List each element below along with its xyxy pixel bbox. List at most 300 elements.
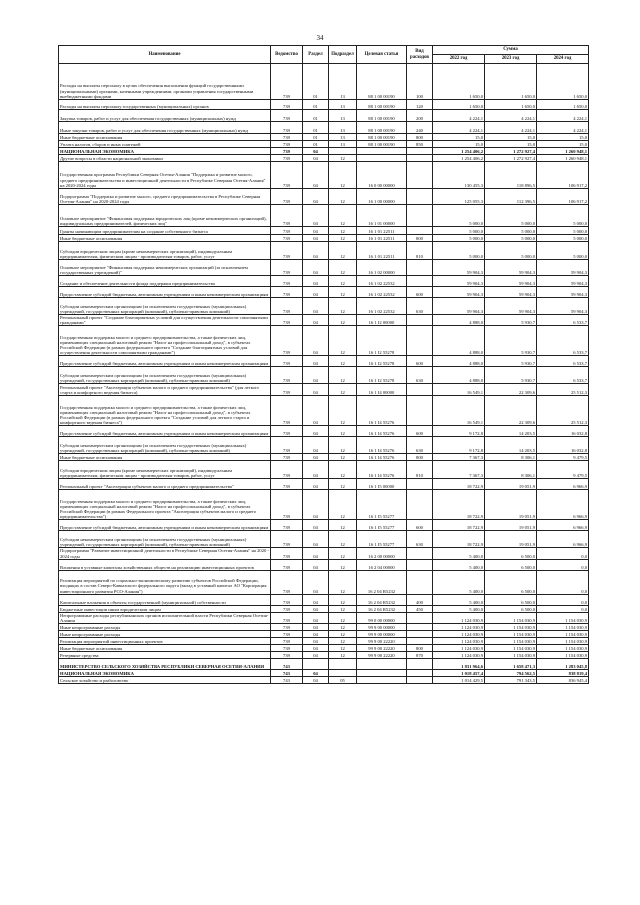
- table-row: [59, 122, 589, 134]
- cell-cs: 88 1 00 00190: [357, 134, 407, 141]
- cell-vedom: 739: [271, 100, 303, 110]
- cell-podrazdel: [329, 148, 357, 155]
- cell-vr: 800: [407, 454, 433, 461]
- cell-vr: [407, 570, 433, 594]
- cell-sum-2024: 59 904,3: [537, 260, 589, 276]
- cell-sum-2023: 6 500,0: [485, 559, 537, 570]
- cell-sum-2024: 0,0: [537, 559, 589, 570]
- cell-sum-2024: 1 154 030,9: [537, 652, 589, 659]
- header-podrazdel: Подраздел: [329, 46, 357, 64]
- cell-sum-2023: 19 051,9: [485, 520, 537, 531]
- cell-sum-2024: 9 479,5: [537, 454, 589, 461]
- cell-sum-2023: 791 343,5: [485, 677, 537, 684]
- header-name: Наименование: [59, 46, 271, 64]
- cell-sum-2023: 5 930,7: [485, 326, 537, 356]
- cell-cs: 16 2 04 R5232: [357, 570, 407, 594]
- cell-podrazdel: 13: [329, 64, 357, 100]
- cell-sum-2024: 5 000,0: [537, 235, 589, 242]
- cell-vr: [407, 155, 433, 162]
- cell-vedom: 739: [271, 205, 303, 227]
- cell-cs: 16 1 I4 55276: [357, 461, 407, 479]
- cell-vedom: 739: [271, 141, 303, 148]
- table-row: [59, 645, 589, 652]
- cell-sum-2022: 15,0: [433, 141, 485, 148]
- cell-cs: [357, 659, 407, 670]
- cell-sum-2024: 0,0: [537, 548, 589, 559]
- table-row: [59, 356, 589, 367]
- cell-cs: [357, 677, 407, 684]
- cell-razdel: 04: [303, 437, 329, 454]
- table-row: [59, 189, 589, 205]
- header-vr: Вид расходов: [407, 46, 433, 64]
- cell-sum-2024: 0,0: [537, 594, 589, 605]
- cell-podrazdel: 12: [329, 356, 357, 367]
- cell-sum-2022: 5 000,0: [433, 242, 485, 260]
- cell-sum-2022: 5 400,0: [433, 548, 485, 559]
- table-row: [59, 520, 589, 531]
- cell-vedom: 739: [271, 594, 303, 605]
- cell-vedom: 739: [271, 605, 303, 612]
- cell-podrazdel: 12: [329, 454, 357, 461]
- cell-podrazdel: 12: [329, 189, 357, 205]
- cell-podrazdel: 05: [329, 677, 357, 684]
- cell-cs: 99 9 00 22220: [357, 652, 407, 659]
- cell-sum-2023: 1 154 030,9: [485, 612, 537, 623]
- cell-name: Субсидии юридическим лицам (кроме некоммерческих организаций), индивидуальным предпринимателям, физическим лицам - производителям товаров, работ, услуг: [59, 242, 271, 260]
- cell-vr: 800: [407, 235, 433, 242]
- cell-sum-2022: 5 400,0: [433, 594, 485, 605]
- cell-vedom: 739: [271, 298, 303, 315]
- cell-sum-2024: 1 260 948,1: [537, 155, 589, 162]
- cell-sum-2022: 4 224,1: [433, 110, 485, 122]
- cell-cs: 16 2 04 R5232: [357, 594, 407, 605]
- cell-podrazdel: 13: [329, 141, 357, 148]
- cell-razdel: 04: [303, 148, 329, 155]
- cell-sum-2022: 1 014 429,5: [433, 677, 485, 684]
- cell-sum-2022: 4 888,0: [433, 326, 485, 356]
- cell-podrazdel: 12: [329, 162, 357, 189]
- cell-podrazdel: 12: [329, 631, 357, 638]
- cell-vr: 850: [407, 141, 433, 148]
- header-sum: Сумма: [433, 46, 589, 55]
- cell-sum-2023: 19 051,9: [485, 479, 537, 490]
- cell-cs: [357, 670, 407, 677]
- cell-razdel: 04: [303, 594, 329, 605]
- cell-name: МИНИСТЕРСТВО СЕЛЬСКОГО ХОЗЯЙСТВА РЕСПУБЛИКИ СЕВЕРНАЯ ОСЕТИЯ-АЛАНИЯ: [59, 659, 271, 670]
- cell-vedom: 739: [271, 624, 303, 631]
- cell-sum-2022: 1 124 030,9: [433, 652, 485, 659]
- cell-vr: [407, 205, 433, 227]
- cell-vedom: 743: [271, 659, 303, 670]
- cell-razdel: 04: [303, 520, 329, 531]
- cell-sum-2024: 6 966,9: [537, 531, 589, 548]
- cell-sum-2022: 5 400,0: [433, 605, 485, 612]
- cell-name: Региональный проект "Акселерация субъектов малого и среднего предпринимательства" (для легкого старта и комфортного ведения бизнеса): [59, 384, 271, 396]
- cell-sum-2024: 1 154 030,9: [537, 631, 589, 638]
- cell-razdel: 04: [303, 298, 329, 315]
- cell-vedom: 743: [271, 670, 303, 677]
- cell-sum-2024: 25 512,3: [537, 396, 589, 426]
- cell-name: Бюджетные инвестиции иным юридическим лицам: [59, 605, 271, 612]
- cell-vr: 600: [407, 426, 433, 437]
- cell-sum-2023: 6 500,0: [485, 605, 537, 612]
- cell-sum-2024: 1 154 030,9: [537, 645, 589, 652]
- cell-name: НАЦИОНАЛЬНАЯ ЭКОНОМИКА: [59, 670, 271, 677]
- cell-vedom: 739: [271, 479, 303, 490]
- table-row: [59, 612, 589, 623]
- cell-name: Государственная программа Республики Северная Осетия-Алания "Поддержка и развитие малого, среднего предпринимательства и инвестиционной деятельности в Республике Северная Осетия-Алания" на 2020-2024 годы: [59, 162, 271, 189]
- cell-vr: [407, 559, 433, 570]
- cell-sum-2022: 4 888,0: [433, 315, 485, 326]
- cell-vedom: 739: [271, 490, 303, 520]
- header-2023: 2023 год: [485, 55, 537, 64]
- cell-sum-2022: 4 224,1: [433, 122, 485, 134]
- cell-podrazdel: 12: [329, 235, 357, 242]
- cell-cs: 16 1 01 22511: [357, 242, 407, 260]
- cell-cs: 16 1 02 00000: [357, 260, 407, 276]
- table-row: [59, 670, 589, 677]
- cell-cs: 16 1 I5 55277: [357, 520, 407, 531]
- cell-sum-2023: 22 309,6: [485, 396, 537, 426]
- table-row: [59, 205, 589, 227]
- cell-podrazdel: 12: [329, 624, 357, 631]
- cell-vedom: 739: [271, 64, 303, 100]
- table-row: [59, 396, 589, 426]
- cell-sum-2023: 19 051,9: [485, 490, 537, 520]
- cell-vedom: 739: [271, 242, 303, 260]
- cell-sum-2024: 25 512,3: [537, 384, 589, 396]
- cell-podrazdel: 12: [329, 437, 357, 454]
- cell-vedom: 739: [271, 645, 303, 652]
- cell-vedom: 739: [271, 559, 303, 570]
- cell-razdel: 04: [303, 670, 329, 677]
- cell-razdel: 04: [303, 287, 329, 298]
- cell-cs: 16 1 I4 55276: [357, 454, 407, 461]
- cell-vr: [407, 638, 433, 645]
- cell-vr: [407, 677, 433, 684]
- cell-sum-2022: 1 124 030,9: [433, 624, 485, 631]
- cell-vr: [407, 148, 433, 155]
- cell-sum-2023: 5 930,7: [485, 356, 537, 367]
- cell-podrazdel: 13: [329, 110, 357, 122]
- cell-razdel: 04: [303, 242, 329, 260]
- table-row: [59, 315, 589, 326]
- cell-sum-2022: 18 722,9: [433, 479, 485, 490]
- cell-sum-2024: 1 283 045,8: [537, 659, 589, 670]
- cell-name: Уплата налогов, сборов и иных платежей: [59, 141, 271, 148]
- page-number: 34: [316, 34, 324, 42]
- cell-sum-2023: 1 272 927,4: [485, 155, 537, 162]
- cell-sum-2024: 836 945,4: [537, 677, 589, 684]
- cell-cs: [357, 148, 407, 155]
- table-row: [59, 437, 589, 454]
- cell-podrazdel: 13: [329, 134, 357, 141]
- cell-name: Гранты начинающим предпринимателям на создание собственного бизнеса: [59, 227, 271, 235]
- table-row: [59, 100, 589, 110]
- cell-cs: 16 2 00 00000: [357, 548, 407, 559]
- cell-sum-2022: 16 549,1: [433, 396, 485, 426]
- cell-name: Государственная поддержка малого и среднего предпринимательства, а также физических лиц, применяющих специальный налоговый режим "Налог на профессиональный доход", в субъектах Российской Федерации (в рамках федерального проекта "Создание благоприятных условий для осуществления деятельности самозанятыми гражданами"): [59, 326, 271, 356]
- cell-sum-2023: 5 000,0: [485, 235, 537, 242]
- cell-sum-2023: 112 396,5: [485, 189, 537, 205]
- cell-sum-2023: 1 154 030,9: [485, 652, 537, 659]
- cell-vedom: 739: [271, 356, 303, 367]
- cell-vr: 600: [407, 287, 433, 298]
- table-row: [59, 426, 589, 437]
- cell-vr: [407, 490, 433, 520]
- cell-vedom: 739: [271, 652, 303, 659]
- cell-podrazdel: 12: [329, 652, 357, 659]
- cell-podrazdel: [329, 659, 357, 670]
- cell-razdel: 01: [303, 110, 329, 122]
- cell-podrazdel: 12: [329, 396, 357, 426]
- cell-podrazdel: 12: [329, 205, 357, 227]
- cell-name: Субсидии некоммерческим организациям (за исключением государственных (муниципальных) учреждений, государственных корпораций (компаний), публично-правовых компаний): [59, 367, 271, 384]
- table-row: [59, 454, 589, 461]
- cell-sum-2024: 4 224,1: [537, 110, 589, 122]
- cell-cs: [357, 155, 407, 162]
- cell-razdel: 04: [303, 205, 329, 227]
- cell-podrazdel: 12: [329, 638, 357, 645]
- cell-name: Иные бюджетные ассигнования: [59, 645, 271, 652]
- cell-cs: 16 1 I2 00000: [357, 315, 407, 326]
- cell-podrazdel: 12: [329, 260, 357, 276]
- cell-sum-2022: 1 650,0: [433, 64, 485, 100]
- cell-name: Иные бюджетные ассигнования: [59, 454, 271, 461]
- cell-vedom: 739: [271, 631, 303, 638]
- cell-sum-2022: 18 722,9: [433, 531, 485, 548]
- cell-razdel: 04: [303, 548, 329, 559]
- cell-sum-2022: 7 367,3: [433, 461, 485, 479]
- cell-cs: 16 0 00 00000: [357, 162, 407, 189]
- cell-vr: [407, 612, 433, 623]
- cell-vr: 630: [407, 367, 433, 384]
- cell-vedom: 739: [271, 520, 303, 531]
- cell-sum-2024: 0,0: [537, 570, 589, 594]
- cell-sum-2023: 59 904,3: [485, 298, 537, 315]
- cell-podrazdel: 12: [329, 645, 357, 652]
- cell-name: Иные бюджетные ассигнования: [59, 235, 271, 242]
- table-row: [59, 548, 589, 559]
- cell-sum-2024: 6 966,9: [537, 490, 589, 520]
- cell-sum-2023: 5 000,0: [485, 242, 537, 260]
- cell-name: Иные бюджетные ассигнования: [59, 134, 271, 141]
- cell-sum-2024: 1 650,0: [537, 64, 589, 100]
- cell-podrazdel: 12: [329, 548, 357, 559]
- cell-sum-2022: 5 000,0: [433, 235, 485, 242]
- budget-table: [58, 45, 589, 684]
- cell-sum-2023: 1 650,0: [485, 64, 537, 100]
- cell-sum-2024: 106 917,2: [537, 189, 589, 205]
- cell-podrazdel: 12: [329, 570, 357, 594]
- cell-razdel: 01: [303, 100, 329, 110]
- cell-cs: 16 1 02 22532: [357, 276, 407, 287]
- cell-cs: 16 2 04 00000: [357, 559, 407, 570]
- table-row: [59, 559, 589, 570]
- cell-name: Региональный проект "Акселерация субъектов малого и среднего предпринимательства": [59, 479, 271, 490]
- cell-sum-2022: 1 018 457,4: [433, 670, 485, 677]
- cell-name: Иные закупки товаров, работ и услуг для обеспечения государственных (муниципальных) нужд: [59, 122, 271, 134]
- cell-sum-2023: 14 203,5: [485, 437, 537, 454]
- cell-razdel: 01: [303, 134, 329, 141]
- cell-sum-2022: 59 904,3: [433, 276, 485, 287]
- cell-sum-2023: 5 000,0: [485, 227, 537, 235]
- cell-sum-2023: 5 930,7: [485, 367, 537, 384]
- cell-sum-2022: 1 254 406,2: [433, 148, 485, 155]
- cell-name: Субсидии некоммерческим организациям (за исключением государственных (муниципальных) учреждений, государственных корпораций (компаний), публично-правовых компаний): [59, 298, 271, 315]
- cell-razdel: 04: [303, 605, 329, 612]
- cell-vedom: 739: [271, 189, 303, 205]
- cell-cs: 16 1 I4 00000: [357, 384, 407, 396]
- cell-name: Основное мероприятие "Финансовая поддержка юридических лиц (кроме некоммерческих организаций), индивидуальных предпринимателей, физических лиц": [59, 205, 271, 227]
- cell-sum-2024: 6 533,7: [537, 356, 589, 367]
- cell-vedom: 739: [271, 227, 303, 235]
- cell-razdel: 04: [303, 638, 329, 645]
- cell-vr: 600: [407, 356, 433, 367]
- cell-sum-2023: 4 224,1: [485, 110, 537, 122]
- table-row: [59, 461, 589, 479]
- cell-sum-2023: 15,0: [485, 134, 537, 141]
- cell-name: Вложения в уставные капиталы хозяйственных обществ на реализацию инвестиционных проектов: [59, 559, 271, 570]
- cell-vr: 450: [407, 605, 433, 612]
- cell-sum-2023: 59 904,3: [485, 260, 537, 276]
- table-row: [59, 659, 589, 670]
- cell-sum-2023: 22 309,6: [485, 384, 537, 396]
- cell-vr: [407, 162, 433, 189]
- cell-razdel: 01: [303, 122, 329, 134]
- cell-vr: 400: [407, 594, 433, 605]
- cell-vr: [407, 396, 433, 426]
- cell-sum-2023: 14 203,5: [485, 426, 537, 437]
- cell-cs: 16 2 04 R5232: [357, 605, 407, 612]
- cell-sum-2023: 118 896,5: [485, 162, 537, 189]
- cell-sum-2023: 1 154 030,9: [485, 638, 537, 645]
- cell-cs: 16 1 I4 55276: [357, 426, 407, 437]
- cell-vedom: 739: [271, 570, 303, 594]
- cell-podrazdel: 12: [329, 155, 357, 162]
- cell-name: Субсидии некоммерческим организациям (за исключением государственных (муниципальных) учреждений, государственных корпораций (компаний), публично-правовых компаний): [59, 437, 271, 454]
- cell-cs: 16 1 01 22511: [357, 227, 407, 235]
- cell-razdel: 04: [303, 155, 329, 162]
- cell-cs: 16 1 I2 55278: [357, 326, 407, 356]
- cell-sum-2023: 1 272 927,4: [485, 148, 537, 155]
- table-row: [59, 367, 589, 384]
- cell-sum-2024: 1 154 030,9: [537, 638, 589, 645]
- cell-sum-2023: 6 500,0: [485, 548, 537, 559]
- cell-sum-2023: 6 500,0: [485, 594, 537, 605]
- cell-cs: 99 9 00 22220: [357, 638, 407, 645]
- cell-vr: 630: [407, 298, 433, 315]
- cell-sum-2023: 1 154 030,9: [485, 645, 537, 652]
- cell-vr: 870: [407, 652, 433, 659]
- cell-vedom: 739: [271, 260, 303, 276]
- cell-sum-2022: 1 124 030,9: [433, 612, 485, 623]
- cell-vr: 100: [407, 64, 433, 100]
- cell-sum-2024: 9 479,5: [537, 461, 589, 479]
- table-row: [59, 64, 589, 100]
- cell-vedom: 739: [271, 134, 303, 141]
- cell-vr: 810: [407, 242, 433, 260]
- cell-sum-2024: 1 650,0: [537, 100, 589, 110]
- cell-name: Субсидии юридическим лицам (кроме некоммерческих организаций), индивидуальным предпринимателям, физическим лицам - производителям товаров, работ, услуг: [59, 461, 271, 479]
- cell-razdel: 04: [303, 235, 329, 242]
- cell-vedom: 739: [271, 638, 303, 645]
- cell-sum-2023: 5 000,0: [485, 205, 537, 227]
- cell-vedom: 739: [271, 122, 303, 134]
- cell-vedom: 739: [271, 148, 303, 155]
- cell-sum-2024: 5 000,0: [537, 205, 589, 227]
- cell-vr: [407, 479, 433, 490]
- cell-podrazdel: 12: [329, 367, 357, 384]
- cell-name: Расходы на выплаты персоналу в целях обеспечения выполнения функций государственными (муниципальными) органами, казенными учреждениями, органами управления государственными внебюджетными фондами: [59, 64, 271, 100]
- cell-name: Создание и обеспечение деятельности фонда поддержки предпринимательства: [59, 276, 271, 287]
- cell-name: Закупка товаров, работ и услуг для обеспечения государственных (муниципальных) нужд: [59, 110, 271, 122]
- table-row: [59, 227, 589, 235]
- cell-vedom: 739: [271, 110, 303, 122]
- cell-razdel: 04: [303, 612, 329, 623]
- cell-razdel: 04: [303, 227, 329, 235]
- cell-cs: 16 1 01 22511: [357, 235, 407, 242]
- cell-vedom: 739: [271, 315, 303, 326]
- cell-sum-2022: 5 400,0: [433, 570, 485, 594]
- cell-podrazdel: 13: [329, 122, 357, 134]
- cell-name: Региональный проект "Создание благоприятных условий для осуществления деятельности самозанятыми гражданами": [59, 315, 271, 326]
- table-body: [59, 64, 589, 684]
- cell-podrazdel: 12: [329, 612, 357, 623]
- cell-razdel: 04: [303, 367, 329, 384]
- cell-sum-2023: 59 904,3: [485, 276, 537, 287]
- cell-sum-2022: 1 831 964,6: [433, 659, 485, 670]
- cell-podrazdel: 12: [329, 315, 357, 326]
- cell-podrazdel: 12: [329, 287, 357, 298]
- cell-razdel: 04: [303, 326, 329, 356]
- cell-vr: [407, 624, 433, 631]
- cell-name: Другие вопросы в области национальной экономики: [59, 155, 271, 162]
- cell-sum-2022: 1 254 406,2: [433, 155, 485, 162]
- cell-sum-2024: 5 000,0: [537, 242, 589, 260]
- cell-sum-2023: 4 224,1: [485, 122, 537, 134]
- table-row: [59, 652, 589, 659]
- cell-vedom: 739: [271, 612, 303, 623]
- cell-podrazdel: 12: [329, 242, 357, 260]
- cell-razdel: [303, 659, 329, 670]
- cell-vedom: 739: [271, 162, 303, 189]
- cell-sum-2024: 838 819,4: [537, 670, 589, 677]
- table-row: [59, 570, 589, 594]
- cell-vedom: 739: [271, 461, 303, 479]
- cell-sum-2022: 125 055,3: [433, 189, 485, 205]
- cell-vr: 630: [407, 437, 433, 454]
- cell-sum-2024: 0,0: [537, 605, 589, 612]
- cell-sum-2024: 5 000,0: [537, 227, 589, 235]
- cell-vedom: 739: [271, 326, 303, 356]
- cell-name: Государственная поддержка малого и среднего предпринимательства, а также физических лиц, применяющих специальный налоговый режим "Налог на профессиональный доход", в субъектах Российской Федерации (в рамках федерального проекта "Создание условий для легкого старта и комфортного ведения бизнеса"): [59, 396, 271, 426]
- cell-razdel: 04: [303, 276, 329, 287]
- cell-name: Капитальные вложения в объекты государственной (муниципальной) собственности: [59, 594, 271, 605]
- cell-vedom: 739: [271, 437, 303, 454]
- cell-cs: 16 1 02 22532: [357, 287, 407, 298]
- cell-sum-2023: 794 562,5: [485, 670, 537, 677]
- cell-sum-2024: 16 032,8: [537, 426, 589, 437]
- cell-vr: 120: [407, 100, 433, 110]
- cell-name: Предоставление субсидий бюджетным, автономным учреждениям и иным некоммерческим организациям: [59, 356, 271, 367]
- cell-razdel: 01: [303, 141, 329, 148]
- cell-name: Расходы на выплаты персоналу государственных (муниципальных) органов: [59, 100, 271, 110]
- cell-name: Государственная поддержка малого и среднего предпринимательства, а также физических лиц, применяющих специальный налоговый режим "Налог на профессиональный доход", в субъектах Российской Федерации (в рамках Федерального проекта "Акселерация субъектов малого и среднего предпринимательства"): [59, 490, 271, 520]
- table-row: [59, 638, 589, 645]
- cell-sum-2023: 1 650,0: [485, 100, 537, 110]
- cell-vedom: 739: [271, 235, 303, 242]
